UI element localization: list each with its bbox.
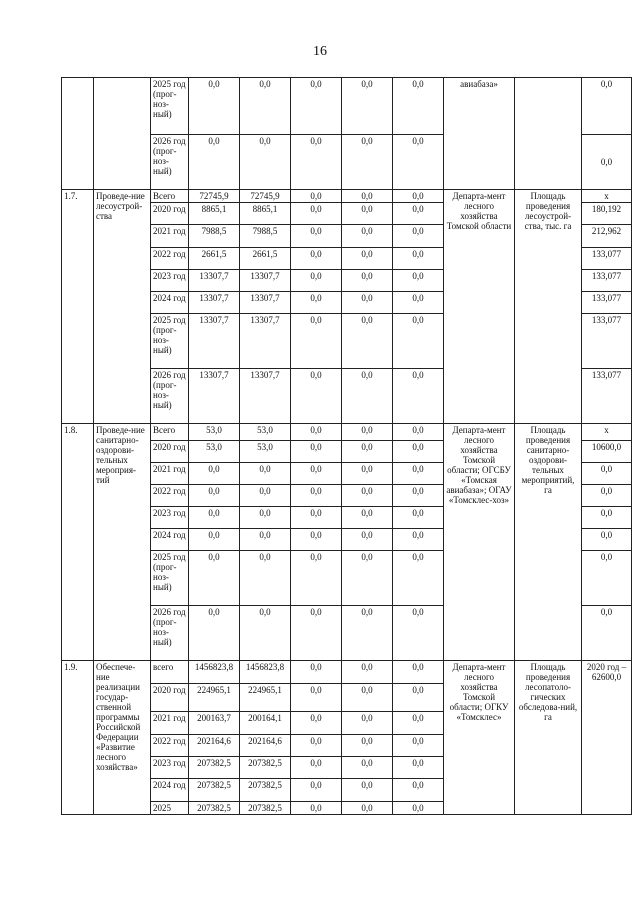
value-cell: 0,0 [240, 529, 291, 551]
year-cell: 2021 год [151, 463, 189, 485]
year-cell: 2020 год [151, 441, 189, 463]
value-cell: 0,0 [342, 551, 393, 606]
value-cell: 0,0 [291, 712, 342, 735]
value-cell: 0,0 [393, 463, 444, 485]
value-cell: 0,0 [342, 270, 393, 292]
year-cell: 2025 [151, 802, 189, 815]
value-cell: 0,0 [291, 292, 342, 314]
indicator-name-cell: Площадь проведения санитарно-оздорови-тельных мероприятий, га [515, 424, 582, 661]
year-cell: всего [151, 661, 189, 684]
value-cell: 2661,5 [240, 248, 291, 270]
indicator-value-cell: 133,077 [582, 248, 632, 270]
table-row [62, 78, 632, 135]
value-cell: 207382,5 [189, 779, 240, 802]
value-cell: 13307,7 [189, 369, 240, 424]
value-cell: 207382,5 [189, 757, 240, 779]
value-cell: 0,0 [393, 314, 444, 369]
value-cell: 0,0 [393, 661, 444, 684]
value-cell: 0,0 [291, 314, 342, 369]
value-cell: 0,0 [393, 757, 444, 779]
value-cell: 13307,7 [240, 314, 291, 369]
value-cell: 0,0 [342, 529, 393, 551]
indicator-value-cell: 0,0 [582, 507, 632, 529]
value-cell: 0,0 [393, 424, 444, 441]
value-cell: 8865,1 [240, 203, 291, 225]
value-cell: 0,0 [189, 135, 240, 190]
value-cell: 0,0 [189, 529, 240, 551]
value-cell: 72745,9 [189, 190, 240, 203]
value-cell: 0,0 [342, 225, 393, 248]
value-cell: 0,0 [393, 529, 444, 551]
value-cell: 0,0 [393, 292, 444, 314]
value-cell: 224965,1 [240, 684, 291, 712]
value-cell: 13307,7 [240, 292, 291, 314]
value-cell: 0,0 [291, 661, 342, 684]
value-cell: 207382,5 [240, 757, 291, 779]
indicator-value-cell: 0,0 [582, 485, 632, 507]
indicator-value-cell: 133,077 [582, 292, 632, 314]
year-cell: 2023 год [151, 270, 189, 292]
indicator-name-cell [515, 78, 582, 190]
value-cell: 0,0 [291, 463, 342, 485]
value-cell: 0,0 [291, 203, 342, 225]
program-table [61, 77, 632, 815]
value-cell: 0,0 [393, 190, 444, 203]
year-cell: 2024 год [151, 779, 189, 802]
year-cell: 2025 год (прог-ноз-ный) [151, 551, 189, 606]
year-cell: 2020 год [151, 684, 189, 712]
value-cell: 53,0 [189, 441, 240, 463]
value-cell: 0,0 [393, 712, 444, 735]
value-cell: 0,0 [342, 757, 393, 779]
value-cell: 0,0 [393, 802, 444, 815]
item-number [62, 78, 94, 190]
value-cell: 8865,1 [189, 203, 240, 225]
executor-cell: авиабаза» [444, 78, 515, 190]
indicator-value-cell: х [582, 190, 632, 203]
item-name: Проведе-ние лесоустрой-ства [94, 190, 151, 424]
indicator-value-cell: 212,962 [582, 225, 632, 248]
value-cell: 0,0 [342, 606, 393, 661]
year-cell: 2022 год [151, 248, 189, 270]
value-cell: 202164,6 [189, 735, 240, 757]
indicator-value-cell: 133,077 [582, 270, 632, 292]
value-cell: 0,0 [342, 463, 393, 485]
value-cell: 0,0 [342, 507, 393, 529]
value-cell: 0,0 [291, 485, 342, 507]
value-cell: 0,0 [240, 551, 291, 606]
year-cell: Всего [151, 190, 189, 203]
value-cell: 72745,9 [240, 190, 291, 203]
year-cell: 2026 год (прог-ноз-ный) [151, 606, 189, 661]
value-cell: 0,0 [291, 270, 342, 292]
value-cell: 224965,1 [189, 684, 240, 712]
value-cell: 0,0 [342, 661, 393, 684]
value-cell: 0,0 [291, 190, 342, 203]
year-cell: 2024 год [151, 529, 189, 551]
value-cell: 0,0 [342, 248, 393, 270]
value-cell: 0,0 [393, 507, 444, 529]
value-cell: 0,0 [342, 135, 393, 190]
value-cell: 0,0 [342, 203, 393, 225]
value-cell: 1456823,8 [240, 661, 291, 684]
value-cell: 0,0 [240, 606, 291, 661]
indicator-value-cell: 0,0 [582, 463, 632, 485]
year-cell: 2020 год [151, 203, 189, 225]
value-cell: 13307,7 [240, 270, 291, 292]
value-cell: 53,0 [240, 424, 291, 441]
indicator-value-cell: 180,192 [582, 203, 632, 225]
value-cell: 0,0 [393, 441, 444, 463]
value-cell: 0,0 [342, 424, 393, 441]
item-name: Проведе-ние санитарно-оздорови-тельных мероприя-тий [94, 424, 151, 661]
value-cell: 0,0 [393, 779, 444, 802]
year-cell: 2021 год [151, 712, 189, 735]
value-cell: 7988,5 [189, 225, 240, 248]
value-cell: 0,0 [393, 485, 444, 507]
value-cell: 0,0 [240, 485, 291, 507]
page-number: 16 [313, 44, 327, 59]
value-cell: 0,0 [342, 190, 393, 203]
value-cell: 0,0 [342, 485, 393, 507]
value-cell: 0,0 [342, 441, 393, 463]
value-cell: 0,0 [240, 463, 291, 485]
value-cell: 0,0 [291, 507, 342, 529]
year-cell: 2025 год (прог-ноз-ный) [151, 78, 189, 135]
value-cell: 0,0 [291, 248, 342, 270]
item-number: 1.7. [62, 190, 94, 424]
year-cell: 2021 год [151, 225, 189, 248]
value-cell: 2661,5 [189, 248, 240, 270]
value-cell: 0,0 [291, 802, 342, 815]
value-cell: 13307,7 [189, 292, 240, 314]
value-cell: 53,0 [189, 424, 240, 441]
value-cell: 0,0 [342, 684, 393, 712]
value-cell: 0,0 [342, 802, 393, 815]
executor-cell: Департа-мент лесного хозяйства Томской области; ОГСБУ «Томская авиабаза»; ОГАУ «Томсклес-хоз» [444, 424, 515, 661]
value-cell: 0,0 [240, 78, 291, 135]
value-cell: 207382,5 [240, 802, 291, 815]
value-cell: 0,0 [189, 463, 240, 485]
value-cell: 0,0 [342, 314, 393, 369]
indicator-value-cell: 10600,0 [582, 441, 632, 463]
executor-cell: Департа-мент лесного хозяйства Томской области [444, 190, 515, 424]
value-cell: 0,0 [393, 551, 444, 606]
value-cell: 0,0 [393, 248, 444, 270]
value-cell: 13307,7 [240, 369, 291, 424]
value-cell: 0,0 [189, 507, 240, 529]
value-cell: 0,0 [291, 529, 342, 551]
value-cell: 0,0 [291, 441, 342, 463]
value-cell: 0,0 [342, 369, 393, 424]
value-cell: 202164,6 [240, 735, 291, 757]
value-cell: 0,0 [291, 606, 342, 661]
value-cell: 0,0 [393, 78, 444, 135]
value-cell: 0,0 [342, 292, 393, 314]
value-cell: 0,0 [240, 135, 291, 190]
value-cell: 13307,7 [189, 314, 240, 369]
value-cell: 0,0 [393, 369, 444, 424]
year-cell: Всего [151, 424, 189, 441]
table-row [62, 424, 632, 441]
year-cell: 2024 год [151, 292, 189, 314]
year-cell: 2023 год [151, 507, 189, 529]
value-cell: 0,0 [393, 135, 444, 190]
value-cell: 0,0 [291, 551, 342, 606]
value-cell: 207382,5 [189, 802, 240, 815]
value-cell: 0,0 [342, 779, 393, 802]
value-cell: 0,0 [393, 270, 444, 292]
item-name [94, 78, 151, 190]
value-cell: 0,0 [291, 78, 342, 135]
indicator-value-cell: 133,077 [582, 369, 632, 424]
value-cell: 200164,1 [240, 712, 291, 735]
item-number: 1.8. [62, 424, 94, 661]
year-cell: 2026 год (прог-ноз-ный) [151, 135, 189, 190]
indicator-name-cell: Площадь проведения лесоустрой-ства, тыс. га [515, 190, 582, 424]
year-cell: 2023 год [151, 757, 189, 779]
value-cell: 0,0 [393, 684, 444, 712]
indicator-value-cell: 0,0 [582, 78, 632, 135]
value-cell: 7988,5 [240, 225, 291, 248]
item-number: 1.9. [62, 661, 94, 815]
year-cell: 2025 год (прог-ноз-ный) [151, 314, 189, 369]
value-cell: 200163,7 [189, 712, 240, 735]
indicator-value-cell: 2020 год – 62600,0 [582, 661, 632, 815]
indicator-value-cell: 133,077 [582, 314, 632, 369]
value-cell: 0,0 [189, 551, 240, 606]
value-cell: 53,0 [240, 441, 291, 463]
value-cell: 0,0 [393, 735, 444, 757]
value-cell: 0,0 [291, 779, 342, 802]
value-cell: 0,0 [189, 485, 240, 507]
value-cell: 0,0 [342, 712, 393, 735]
value-cell: 1456823,8 [189, 661, 240, 684]
value-cell: 0,0 [189, 78, 240, 135]
value-cell: 0,0 [291, 135, 342, 190]
year-cell: 2026 год (прог-ноз-ный) [151, 369, 189, 424]
value-cell: 0,0 [189, 606, 240, 661]
indicator-value-cell: 0,0 [582, 551, 632, 606]
table-row [62, 190, 632, 203]
value-cell: 0,0 [291, 369, 342, 424]
value-cell: 0,0 [240, 507, 291, 529]
executor-cell: Департа-мент лесного хозяйства Томской области; ОГКУ «Томсклес» [444, 661, 515, 815]
value-cell: 0,0 [393, 225, 444, 248]
indicator-value-cell: х [582, 424, 632, 441]
value-cell: 13307,7 [189, 270, 240, 292]
value-cell: 0,0 [393, 203, 444, 225]
value-cell: 207382,5 [240, 779, 291, 802]
value-cell: 0,0 [291, 735, 342, 757]
value-cell: 0,0 [393, 606, 444, 661]
value-cell: 0,0 [291, 424, 342, 441]
value-cell: 0,0 [291, 225, 342, 248]
item-name: Обеспече-ние реализации государ-ственной программы Российской Федерации «Развитие лесного хозяйства» [94, 661, 151, 815]
value-cell: 0,0 [342, 735, 393, 757]
value-cell: 0,0 [291, 757, 342, 779]
year-cell: 2022 год [151, 735, 189, 757]
table-row [62, 661, 632, 684]
indicator-value-cell: 0,0 [582, 606, 632, 661]
value-cell: 0,0 [291, 684, 342, 712]
value-cell: 0,0 [342, 78, 393, 135]
indicator-value-cell: 0,0 [582, 135, 632, 190]
indicator-value-cell: 0,0 [582, 529, 632, 551]
indicator-name-cell: Площадь проведения лесопатоло-гических обследова-ний, га [515, 661, 582, 815]
year-cell: 2022 год [151, 485, 189, 507]
